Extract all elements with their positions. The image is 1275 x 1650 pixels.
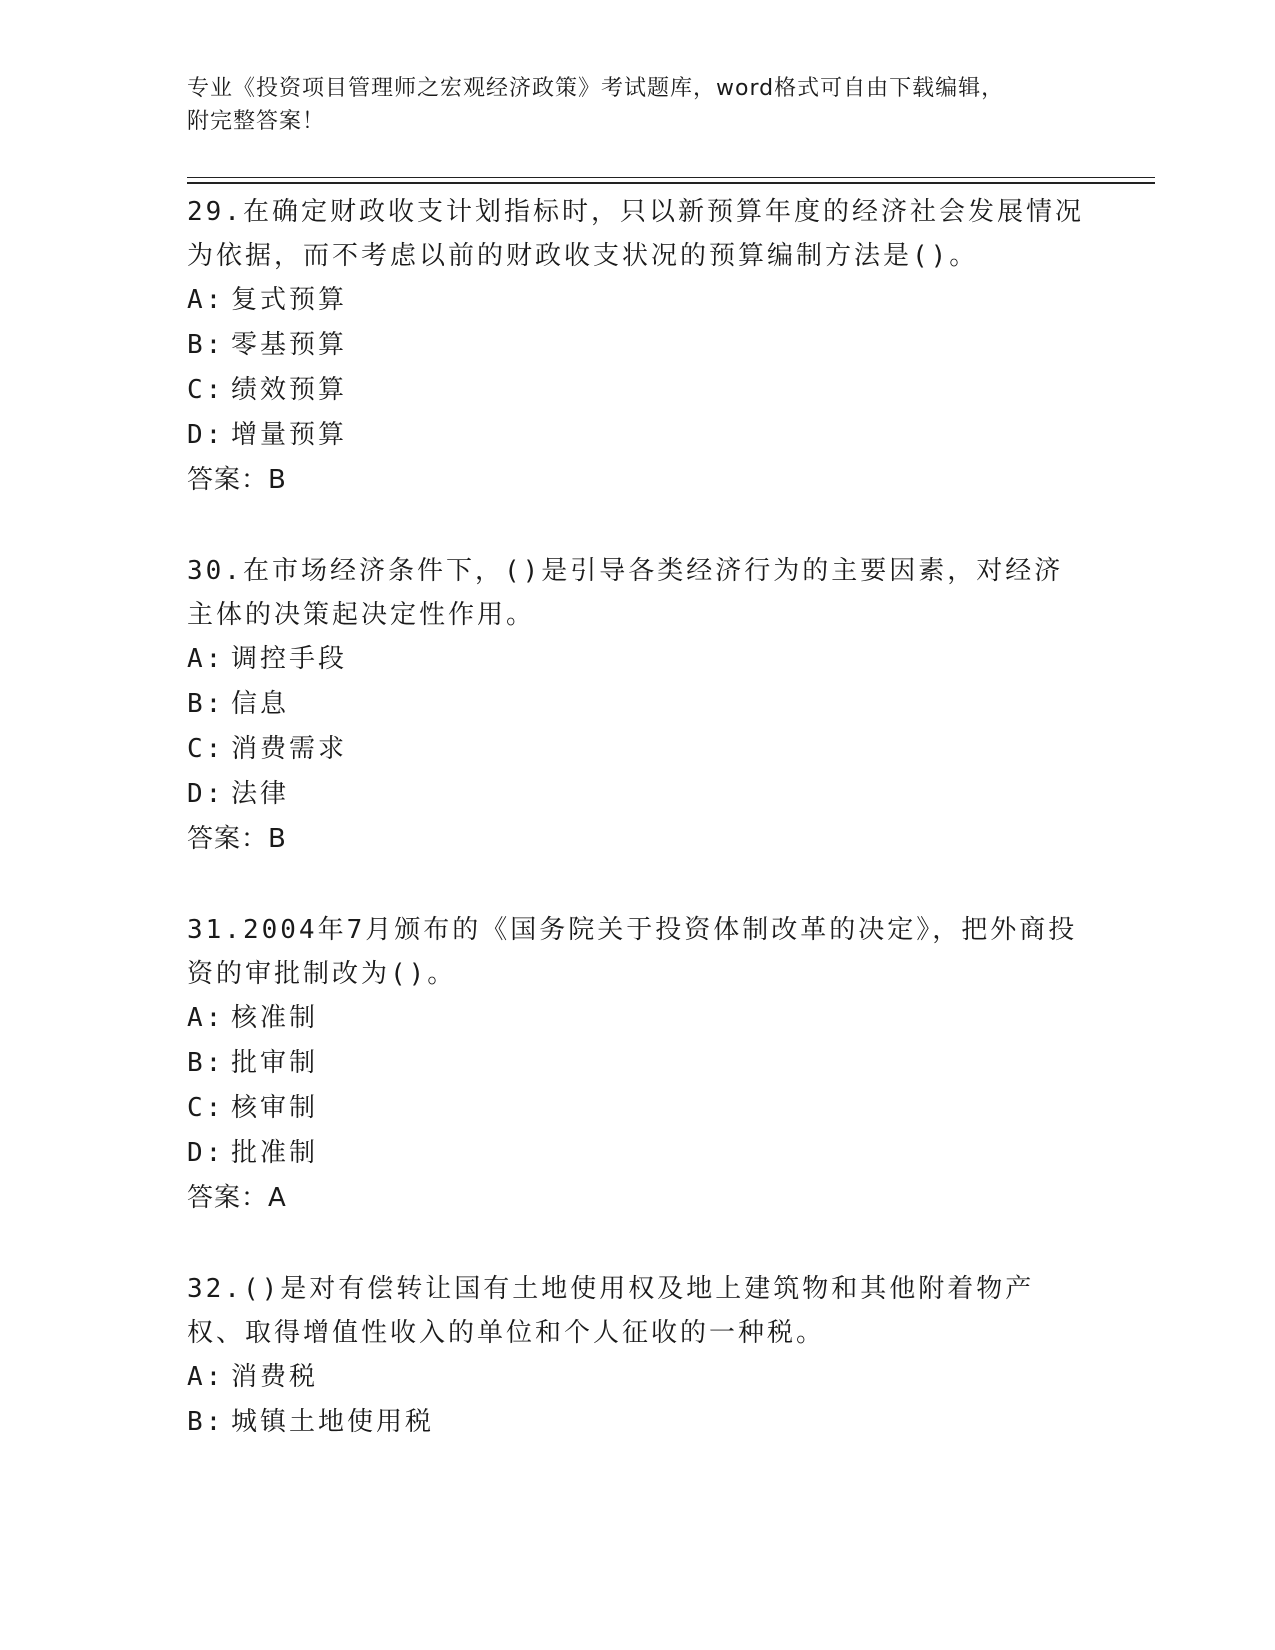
question-text: 30.在市场经济条件下，()是引导各类经济行为的主要因素，对经济主体的决策起决定性作用。	[187, 556, 1064, 630]
option-a	[187, 1355, 1087, 1400]
option-letter: B:	[187, 689, 225, 719]
header-divider-thick	[187, 182, 1155, 184]
option-letter: D:	[187, 1138, 225, 1168]
option-letter: B:	[187, 1407, 225, 1437]
answer-line: 答案：A	[187, 1183, 287, 1213]
option-text: 批审制	[231, 1048, 319, 1078]
option-letter: A:	[187, 1362, 225, 1392]
answer-line: 答案：B	[187, 465, 287, 495]
option-text: 增量预算	[231, 420, 348, 450]
option-text: 绩效预算	[231, 375, 348, 405]
option-letter: C:	[187, 1093, 225, 1123]
option-b	[187, 1400, 1087, 1445]
header-line-2: 附完整答案！	[187, 109, 326, 134]
option-text: 零基预算	[231, 330, 348, 360]
option-letter: B:	[187, 330, 225, 360]
option-b	[187, 323, 1087, 368]
option-a	[187, 637, 1087, 682]
option-text: 核准制	[231, 1003, 319, 1033]
option-c	[187, 727, 1087, 772]
option-letter: B:	[187, 1048, 225, 1078]
header-line-1: 专业《投资项目管理师之宏观经济政策》考试题库，word格式可自由下载编辑，	[187, 76, 1005, 101]
option-c	[187, 368, 1087, 413]
option-letter: C:	[187, 734, 225, 764]
option-text: 信息	[231, 689, 290, 719]
option-letter: D:	[187, 779, 225, 809]
option-text: 法律	[231, 779, 290, 809]
option-text: 调控手段	[231, 644, 348, 674]
option-text: 城镇土地使用税	[231, 1407, 435, 1437]
option-a	[187, 996, 1087, 1041]
option-letter: C:	[187, 375, 225, 405]
question-text: 29.在确定财政收支计划指标时，只以新预算年度的经济社会发展情况为依据，而不考虑以前的财政收支状况的预算编制方法是()。	[187, 197, 1084, 271]
option-c	[187, 1086, 1087, 1131]
option-letter: D:	[187, 420, 225, 450]
option-text: 核审制	[231, 1093, 319, 1123]
option-d	[187, 413, 1087, 458]
question-text: 32.()是对有偿转让国有土地使用权及地上建筑物和其他附着物产权、取得增值性收入的单位和个人征收的一种税。	[187, 1274, 1035, 1348]
option-text: 消费税	[231, 1362, 319, 1392]
option-letter: A:	[187, 644, 225, 674]
document-header	[187, 72, 1087, 138]
question-list	[187, 190, 1087, 1491]
question-31	[187, 908, 1087, 1221]
option-letter: A:	[187, 285, 225, 315]
question-text: 31.2004年7月颁布的《国务院关于投资体制改革的决定》，把外商投资的审批制改为()。	[187, 915, 1078, 989]
option-letter: A:	[187, 1003, 225, 1033]
question-30	[187, 549, 1087, 862]
option-a	[187, 278, 1087, 323]
option-text: 复式预算	[231, 285, 348, 315]
option-b	[187, 1041, 1087, 1086]
option-b	[187, 682, 1087, 727]
header-divider-thin	[187, 177, 1155, 178]
answer-line: 答案：B	[187, 824, 287, 854]
option-text: 批准制	[231, 1138, 319, 1168]
option-text: 消费需求	[231, 734, 348, 764]
question-32	[187, 1267, 1087, 1445]
option-d	[187, 1131, 1087, 1176]
option-d	[187, 772, 1087, 817]
question-29	[187, 190, 1087, 503]
